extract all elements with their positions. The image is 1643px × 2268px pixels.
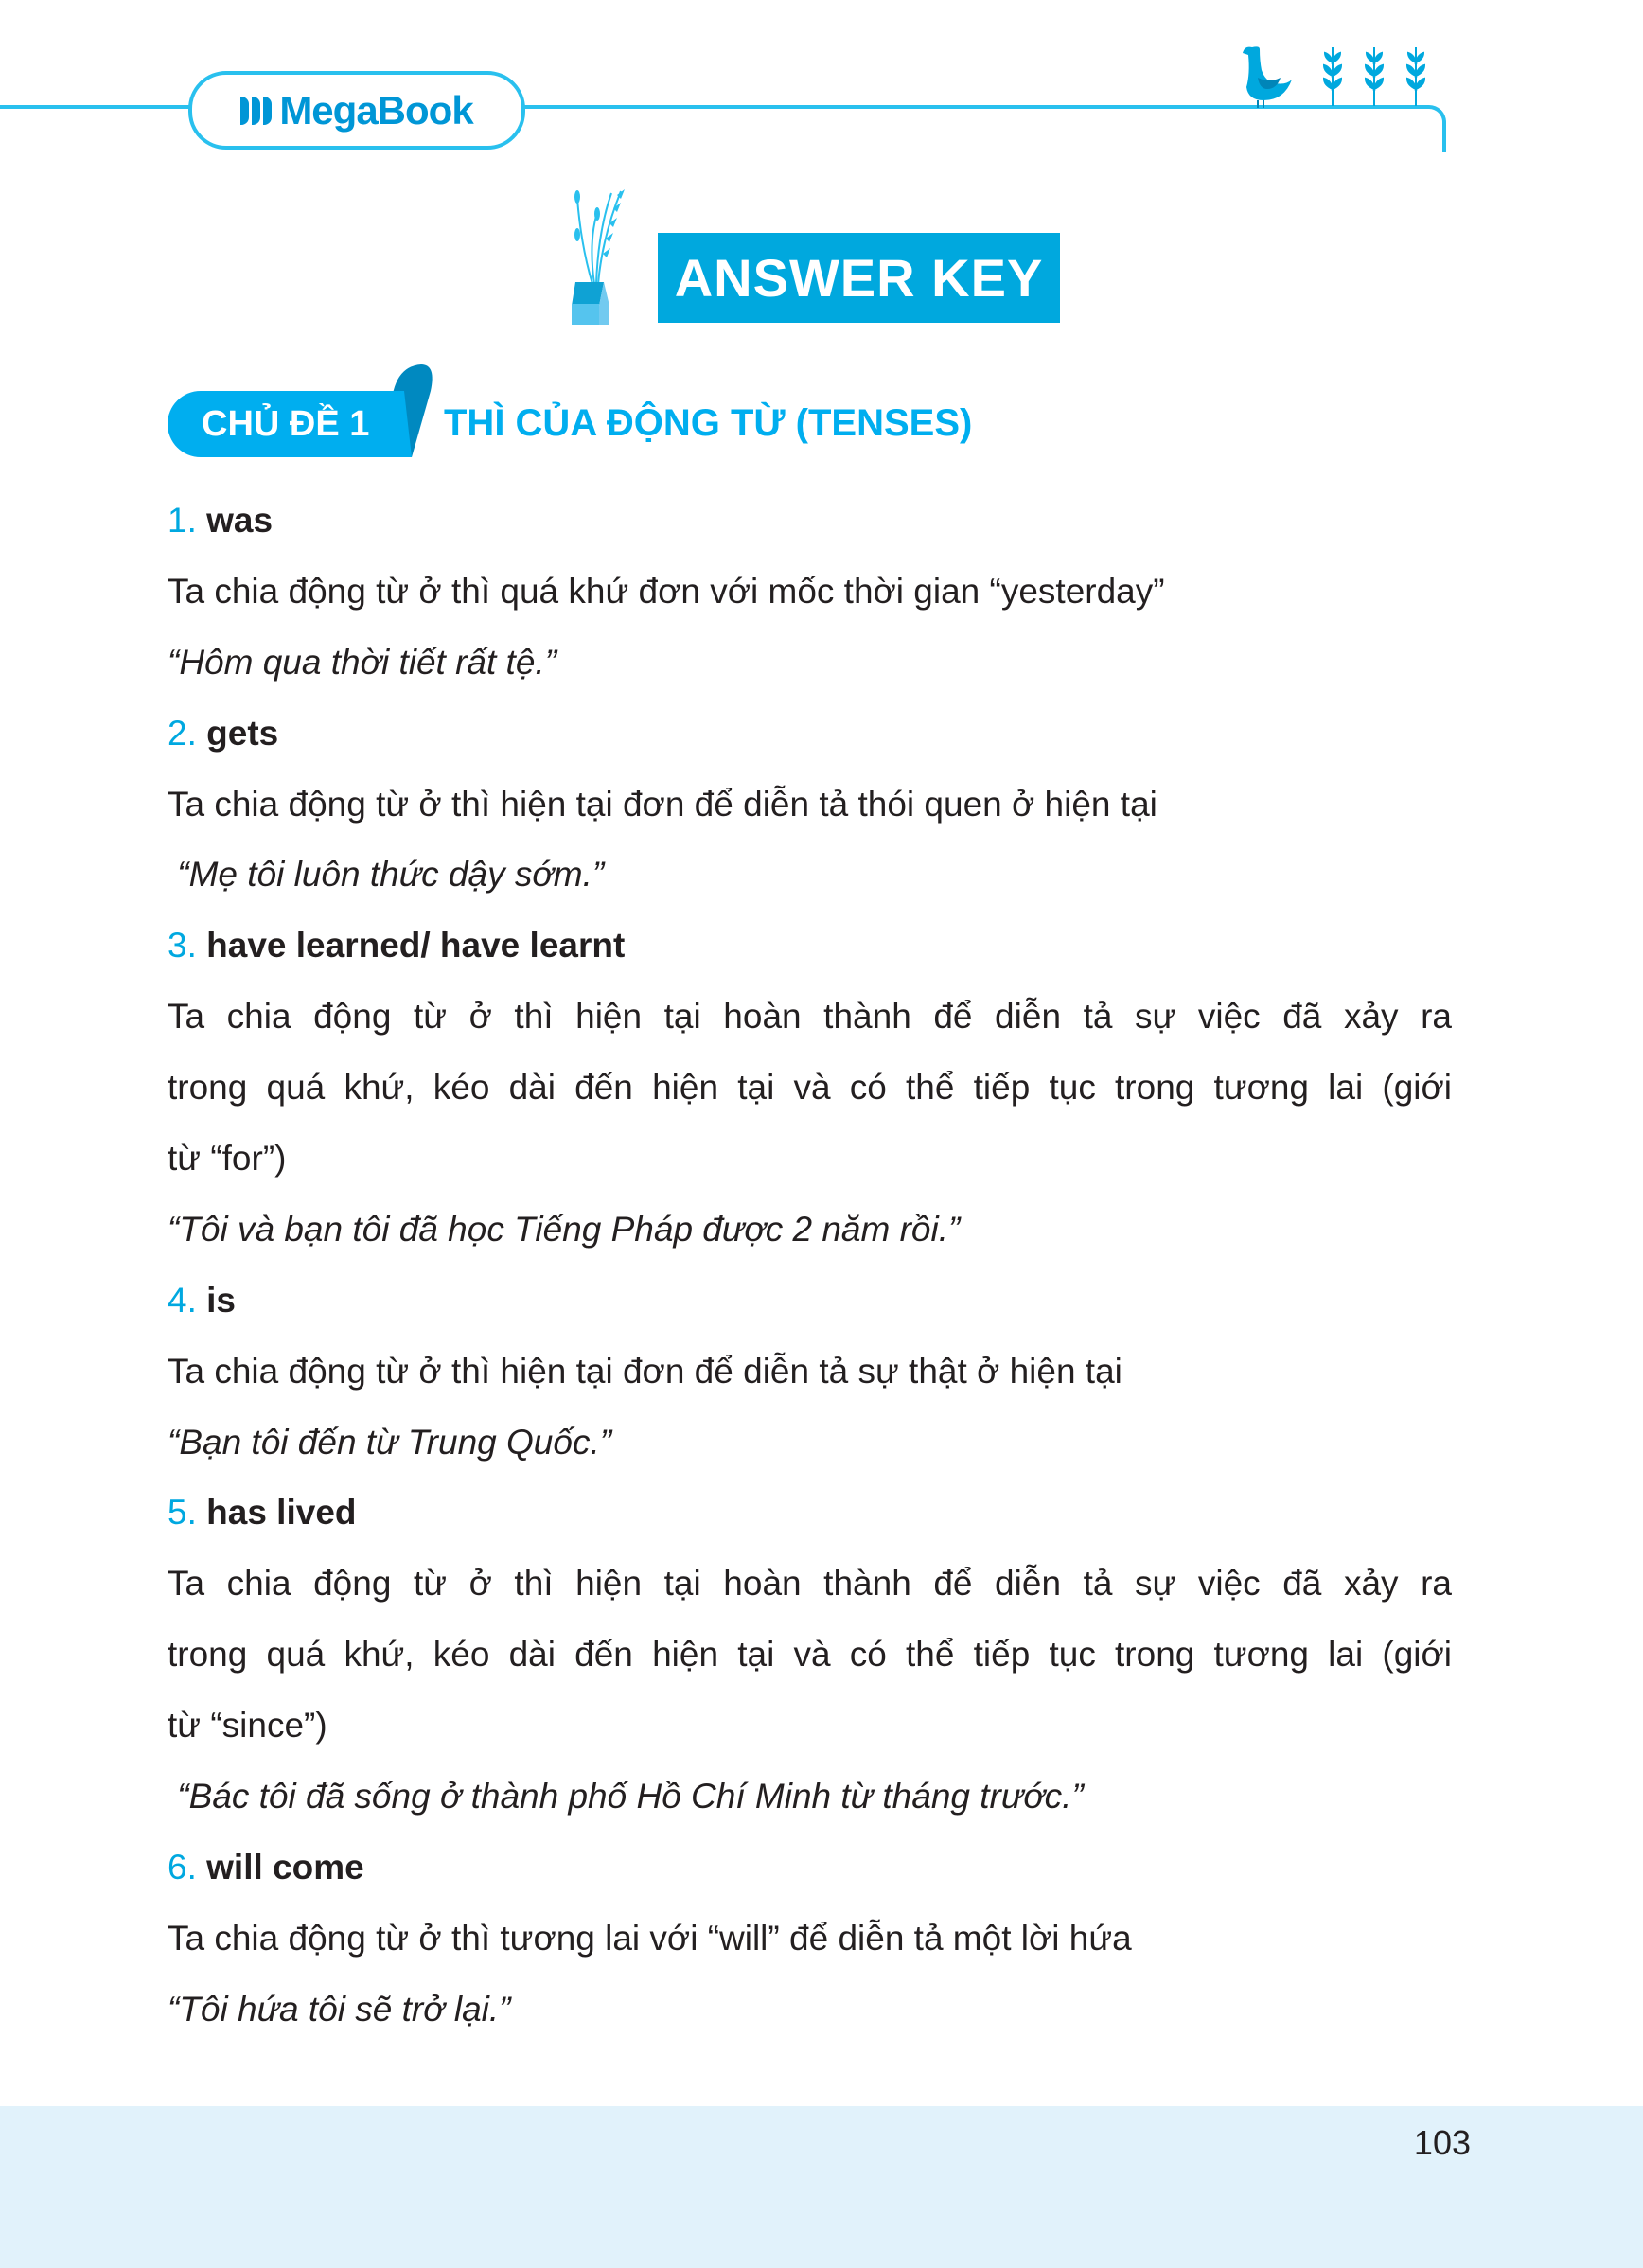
example-sentence: “Tôi và bạn tôi đã học Tiếng Pháp được 2 năm rồi.”	[168, 1209, 961, 1249]
item-number: 4.	[168, 1280, 197, 1320]
item-answer: will come	[206, 1847, 364, 1887]
explanation-line: Ta chia động từ ở thì hiện tại đơn để diễn tả sự thật ở hiện tại	[168, 1351, 1122, 1391]
explanation-line: trong quá khứ, kéo dài đến hiện tại và có thể tiếp tục trong tương lai (giới	[168, 1068, 1452, 1107]
explanation-line: Ta chia động từ ở thì tương lai với “will” để diễn tả một lời hứa	[168, 1918, 1132, 1958]
plant-vase-icon	[568, 187, 662, 325]
answer-item-2	[168, 699, 1452, 770]
header-rule-left	[0, 105, 189, 109]
page-footer	[0, 2106, 1643, 2268]
item-number: 2.	[168, 713, 197, 753]
topic-title: THÌ CỦA ĐỘNG TỪ (TENSES)	[444, 402, 973, 444]
item-answer: was	[206, 501, 274, 540]
item-number: 6.	[168, 1847, 197, 1887]
explanation-line: Ta chia động từ ở thì hiện tại hoàn thành để diễn tả sự việc đã xảy ra	[168, 1564, 1452, 1604]
item-number: 3.	[168, 926, 197, 966]
explanation-line: Ta chia động từ ở thì hiện tại đơn để diễn tả thói quen ở hiện tại	[168, 784, 1157, 824]
explanation-line: trong quá khứ, kéo dài đến hiện tại và có thể tiếp tục trong tương lai (giới	[168, 1635, 1452, 1674]
example-sentence: “Tôi hứa tôi sẽ trở lại.”	[168, 1989, 511, 2029]
item-answer: have learned/ have learnt	[206, 926, 626, 966]
answer-key-heading: ANSWER KEY	[658, 233, 1060, 323]
item-answer: gets	[206, 713, 279, 753]
item-answer: is	[206, 1280, 236, 1320]
topic-badge: CHỦ ĐỀ 1	[168, 391, 404, 457]
logo-text: MegaBook	[279, 87, 473, 133]
example-sentence: “Mẹ tôi luôn thức dậy sớm.”	[168, 855, 605, 895]
explanation-line: từ “for”)	[168, 1139, 287, 1178]
item-answer: has lived	[206, 1493, 357, 1533]
item-number: 5.	[168, 1493, 197, 1533]
topic-badge-curl	[383, 363, 436, 459]
answer-item-6	[168, 1833, 1452, 1904]
example-sentence: “Hôm qua thời tiết rất tệ.”	[168, 642, 557, 682]
explanation-line: Ta chia động từ ở thì quá khứ đơn với mốc thời gian “yesterday”	[168, 571, 1165, 611]
answer-item-4	[168, 1266, 1452, 1337]
answer-item-1	[168, 486, 1452, 557]
answer-item-5	[168, 1478, 1452, 1549]
duck-icon	[1235, 42, 1301, 110]
answer-item-3	[168, 911, 1452, 982]
explanation-line: Ta chia động từ ở thì hiện tại hoàn thành để diễn tả sự việc đã xảy ra	[168, 997, 1452, 1037]
example-sentence: “Bạn tôi đến từ Trung Quốc.”	[168, 1422, 612, 1462]
example-sentence: “Bác tôi đã sống ở thành phố Hồ Chí Minh từ tháng trước.”	[168, 1777, 1084, 1816]
answer-list	[168, 486, 1452, 2046]
item-number: 1.	[168, 501, 197, 540]
logo-mark-icon	[240, 97, 272, 125]
megabook-logo	[188, 71, 525, 150]
page-number: 103	[1413, 2123, 1471, 2162]
explanation-line: từ “since”)	[168, 1706, 327, 1745]
plant-icons	[1319, 44, 1433, 110]
header-rule-corner	[1420, 105, 1446, 152]
